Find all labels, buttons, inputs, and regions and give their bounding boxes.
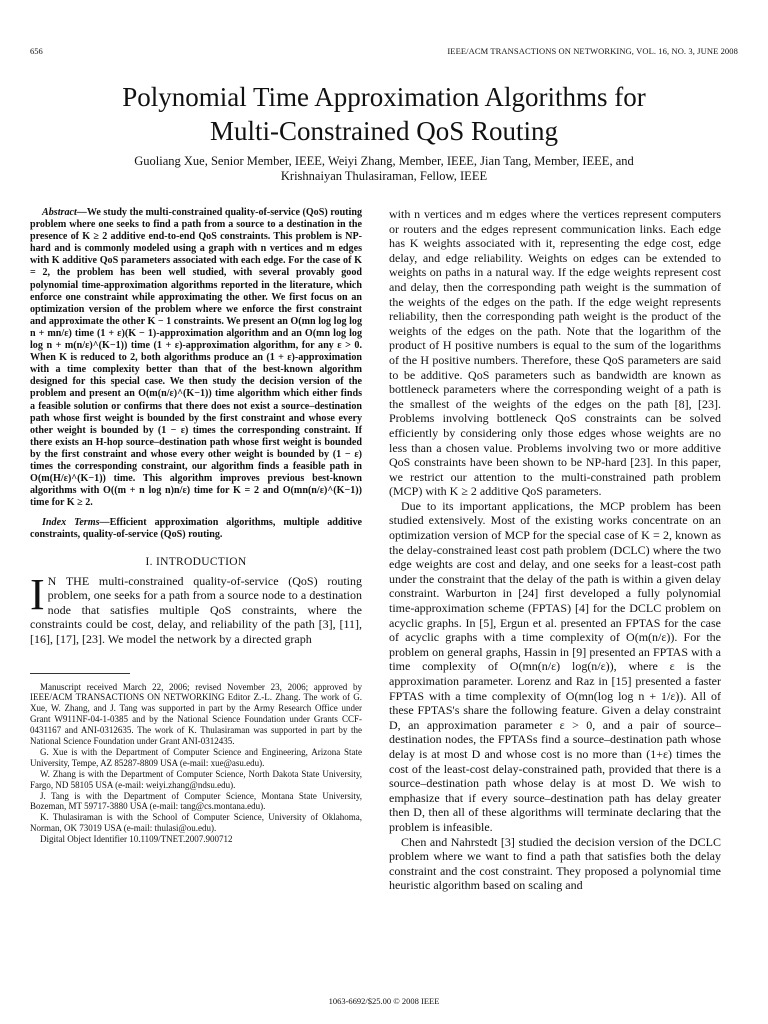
intro-paragraph	[30, 569, 362, 647]
drop-cap: I	[30, 569, 45, 619]
body-paragraph: with n vertices and m edges where the vertices represent computers or routers and the edges represent communication links. Each edge has K weights associated with it, representing the edge cost, edge delay, and edge reliability. Weights on edges can be extended to weights on paths in a natural way. If the edge weights represent cost and delay, then the corresponding path weight is the summation of the weights of the edges on the path. If the edge weight represents reliability, then the corresponding path weight is the product of the weights of the edges on the path. Note that the logarithm of the product of H positive numbers is equal to the sum of the logarithms of the H positive numbers. Therefore, these QoS parameters are said to be additive. QoS parameters such as bandwidth are known as bottleneck parameters where the corresponding weight of a path is the smallest of the weights of the edges on the path [8], [23]. Problems involving bottleneck QoS constraints can be solved efficiently by considering only those edges whose weights are no less than a chosen value. Problems involving two or more additive QoS constraints have been shown to be NP-hard [23]. In this paper, we restrict our attention to the multi-constrained path problem (MCP) with K ≥ 2 additive QoS parameters.	[389, 207, 721, 499]
index-terms	[30, 517, 362, 541]
author-line: Guoliang Xue, Senior Member, IEEE, Weiyi Zhang, Member, IEEE, Jian Tang, Member, IEEE, and	[134, 154, 634, 168]
title-line: Multi-Constrained QoS Routing	[209, 116, 558, 146]
running-header: IEEE/ACM TRANSACTIONS ON NETWORKING, VOL. 16, NO. 3, JUNE 2008	[447, 46, 738, 56]
footnote-manuscript: Manuscript received March 22, 2006; revised November 23, 2006; approved by IEEE/ACM TRANSACTIONS ON NETWORKING Editor Z.-L. Zhang. The work of G. Xue, W. Zhang, and J. Tang was supported in part by the Army Research Office under Grant W911NF-04-1-0385 and by the National Science Foundation under Grants CCF-0431167 and ANI-0312635. The work of K. Thulasiraman was supported in part by the National Science Foundation under Grant ANI-0312435.	[30, 681, 362, 747]
intro-text: N THE multi-constrained quality-of-service (QoS) routing problem, one seeks for a path from a source node to a destination node that satisfies multiple QoS constraints, where the constraints could be cost, delay, and reliability of the path [3], [11], [16], [17], [23]. We model the network by a directed graph	[30, 573, 362, 646]
footnote-affiliation: J. Tang is with the Department of Computer Science, Montana State University, Bozeman, MT 59717-3880 USA (e-mail: tang@cs.montana.edu).	[30, 790, 362, 812]
copyright-footer: 1063-6692/$25.00 © 2008 IEEE	[328, 996, 440, 1006]
index-terms-text: Efficient approximation algorithms, multiple additive constraints, quality-of-service (QoS) routing.	[30, 517, 362, 541]
left-column	[30, 207, 362, 845]
footnote-doi: Digital Object Identifier 10.1109/TNET.2007.900712	[40, 834, 233, 845]
paper-title	[30, 80, 738, 148]
footnote-affiliation: W. Zhang is with the Department of Computer Science, North Dakota State University, Fargo, ND 58105 USA (e-mail: weiyi.zhang@ndsu.edu).	[30, 768, 362, 790]
footnote-affiliation: K. Thulasiraman is with the School of Computer Science, University of Oklahoma, Norman, OK 73019 USA (e-mail: thulasi@ou.edu).	[30, 812, 362, 834]
page-number: 656	[30, 46, 43, 56]
footnote-divider	[30, 673, 130, 674]
footnote-affiliation: G. Xue is with the Department of Computer Science and Engineering, Arizona State University, Tempe, AZ 85287-8809 USA (e-mail: xue@asu.edu).	[30, 746, 362, 768]
abstract-text: We study the multi-constrained quality-of-service (QoS) routing problem where one seeks to find a path from a source to a destination in the presence of K ≥ 2 additive end-to-end QoS constraints. This problem is NP-hard and is commonly modeled using a graph with n vertices and m edges with K additive QoS parameters associated with each edge. For the case of K = 2, the problem has been well studied, with several provably good polynomial time-approximation algorithms reported in the literature, which enforce one constraint while approximating the other. We first focus on an optimization version of the problem where we enforce the first constraint and approximate the other K − 1 constraints. We present an O(mn log log log n + mn/ε) time (1 + ε)(K − 1)-approximation algorithm and an O(mn log log log n + m(n/ε)^(K−1)) time (1 + ε)-approximation algorithm, for any ε > 0. When K is reduced to 2, both algorithms produce an (1 + ε)-approximation with a time complexity better than that of the best-known algorithm designed for this special case. We then study the decision version of the problem and present an O(m(n/ε)^(K−1)) time algorithm which either finds a feasible solution or confirms that there does not exist a source–destination path whose first weight is bounded by the first constraint and whose every other weight is bounded by (1 − ε) times the corresponding constraint. If there exists an H-hop source–destination path whose first weight is bounded by the first constraint and whose every other weight is bounded by (1 − ε) times the corresponding constraint, our algorithm finds a feasible path in O(m(H/ε)^(K−1)) time. This algorithm improves previous best-known algorithms with O((m + n log n)n/ε) time for K = 2 and O(mn(n/ε)^(K−1)) time for K ≥ 2.	[30, 207, 363, 509]
index-terms-lead: Index Terms—	[42, 517, 110, 529]
abstract	[30, 207, 362, 509]
section-heading: I. INTRODUCTION	[145, 555, 247, 568]
author-list	[60, 154, 708, 184]
title-line: Polynomial Time Approximation Algorithms for	[122, 82, 646, 112]
body-paragraph: Due to its important applications, the MCP problem has been studied extensively. Most of the existing works concentrate on an optimization version of MCP for the special case of K = 2, known as the delay-constrained least cost path problem (DCLC) where the two edge weights are cost and delay, and one seeks for a least-cost path under the constraint that the delay of the path is within a given delay constraint. Warburton in [24] first developed a fully polynomial time-approximation scheme (FPTAS) [4] for the DCLC problem on acyclic graphs. In [5], Ergun et al. presented an FPTAS for the case of acyclic graphs with a time complexity of O(m(n/ε)). For the problem on general graphs, Hassin in [9] presented an FPTAS with a time complexity of O(mn(n/ε) log(n/ε)), where ε is the approximation parameter. Lorenz and Raz in [15] presented a faster FPTAS with a time complexity of O(mn(log log n + 1/ε)). All of these FPTAS's share the following feature. Given a delay constraint D, an approximation parameter ε > 0, and a pair of source–destination nodes, the FPTASs find a source–destination path whose delay is at most D and whose cost is no more than (1+ε) times the cost of the least-cost delay-constrained path, provided that there is a source–destination path whose delay is at most D. We wish to emphasize that if every source–destination path has delay greater then D, then all of these algorithms will terminate declaring that the problem is infeasible.	[389, 498, 721, 834]
abstract-lead: Abstract—	[42, 207, 87, 218]
author-line: Krishnaiyan Thulasiraman, Fellow, IEEE	[280, 169, 488, 183]
body-paragraph: Chen and Nahrstedt [3] studied the decision version of the DCLC problem where we want to find a path that satisfies both the delay constraint and the cost constraint. They proposed a polynomial time heuristic algorithm based on scaling and	[389, 834, 721, 893]
right-column	[389, 207, 721, 893]
